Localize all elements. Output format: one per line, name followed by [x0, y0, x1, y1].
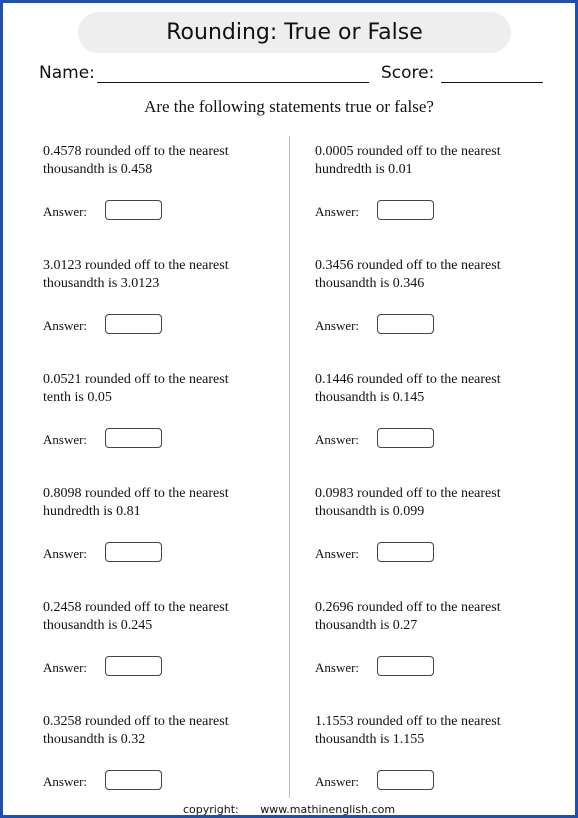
question-line: tenth is 0.05	[43, 390, 112, 405]
answer-label: Answer:	[315, 204, 360, 219]
answer-row	[315, 200, 515, 222]
answer-box[interactable]	[377, 770, 434, 790]
question-line: thousandth is 0.32	[43, 732, 146, 747]
answer-label: Answer:	[43, 318, 88, 333]
answer-box[interactable]	[105, 770, 162, 790]
question-item	[43, 485, 283, 561]
answer-row	[43, 656, 243, 678]
name-blank[interactable]	[97, 82, 369, 83]
answer-row	[315, 428, 515, 450]
answer-box[interactable]	[377, 656, 434, 676]
worksheet-title	[78, 12, 511, 53]
answer-row	[43, 428, 243, 450]
column-divider	[289, 136, 290, 798]
question-item	[315, 257, 555, 333]
answer-box[interactable]	[105, 656, 162, 676]
question-item	[43, 371, 283, 447]
question-line: thousandth is 0.346	[315, 276, 425, 291]
score-blank[interactable]	[441, 82, 543, 83]
question-item	[315, 371, 555, 447]
question-line: 0.0521 rounded off to the nearest	[43, 372, 229, 387]
answer-box[interactable]	[377, 200, 434, 220]
score-label: Score:	[381, 63, 435, 83]
answer-label: Answer:	[315, 318, 360, 333]
question-item	[43, 143, 283, 219]
instructions: Are the following statements true or false?	[144, 97, 434, 116]
answer-label: Answer:	[43, 546, 88, 561]
answer-box[interactable]	[377, 542, 434, 562]
question-item	[315, 143, 555, 219]
question-line: 0.2696 rounded off to the nearest	[315, 600, 501, 615]
answer-row	[315, 542, 515, 564]
answer-row	[43, 542, 243, 564]
question-line: thousandth is 0.245	[43, 618, 153, 633]
answer-label: Answer:	[43, 432, 88, 447]
question-item	[43, 257, 283, 333]
question-item	[315, 485, 555, 561]
question-item	[315, 599, 555, 675]
answer-label: Answer:	[43, 660, 88, 675]
question-line: 0.3456 rounded off to the nearest	[315, 258, 501, 273]
answer-box[interactable]	[105, 428, 162, 448]
answer-label: Answer:	[43, 774, 88, 789]
question-line: thousandth is 3.0123	[43, 276, 160, 291]
question-line: thousandth is 0.458	[43, 162, 153, 177]
answer-box[interactable]	[105, 200, 162, 220]
footer	[3, 803, 575, 816]
question-line: thousandth is 0.099	[315, 504, 425, 519]
question-line: 0.2458 rounded off to the nearest	[43, 600, 229, 615]
question-line: 3.0123 rounded off to the nearest	[43, 258, 229, 273]
answer-row	[43, 314, 243, 336]
answer-box[interactable]	[377, 314, 434, 334]
answer-row	[315, 770, 515, 792]
answer-box[interactable]	[105, 542, 162, 562]
question-line: hundredth is 0.01	[315, 162, 413, 177]
question-line: thousandth is 1.155	[315, 732, 425, 747]
question-line: 0.0983 rounded off to the nearest	[315, 486, 501, 501]
answer-label: Answer:	[43, 204, 88, 219]
answer-box[interactable]	[105, 314, 162, 334]
answer-row	[315, 656, 515, 678]
answer-row	[43, 200, 243, 222]
title-text: Rounding: True or False	[166, 20, 423, 45]
question-line: 0.3258 rounded off to the nearest	[43, 714, 229, 729]
name-label: Name:	[39, 63, 95, 83]
question-line: 0.1446 rounded off to the nearest	[315, 372, 501, 387]
answer-label: Answer:	[315, 546, 360, 561]
question-line: hundredth is 0.81	[43, 504, 141, 519]
question-item	[315, 713, 555, 789]
question-line: 0.8098 rounded off to the nearest	[43, 486, 229, 501]
copyright-label: copyright:	[182, 803, 239, 816]
answer-box[interactable]	[377, 428, 434, 448]
answer-row	[43, 770, 243, 792]
question-item	[43, 599, 283, 675]
question-line: 1.1553 rounded off to the nearest	[315, 714, 501, 729]
question-line: thousandth is 0.145	[315, 390, 425, 405]
answer-row	[315, 314, 515, 336]
answer-label: Answer:	[315, 432, 360, 447]
question-line: 0.0005 rounded off to the nearest	[315, 144, 501, 159]
answer-label: Answer:	[315, 774, 360, 789]
question-line: thousandth is 0.27	[315, 618, 418, 633]
question-line: 0.4578 rounded off to the nearest	[43, 144, 229, 159]
website-url: www.mathinenglish.com	[260, 803, 396, 816]
name-score-row	[39, 63, 549, 87]
question-item	[43, 713, 283, 789]
answer-label: Answer:	[315, 660, 360, 675]
